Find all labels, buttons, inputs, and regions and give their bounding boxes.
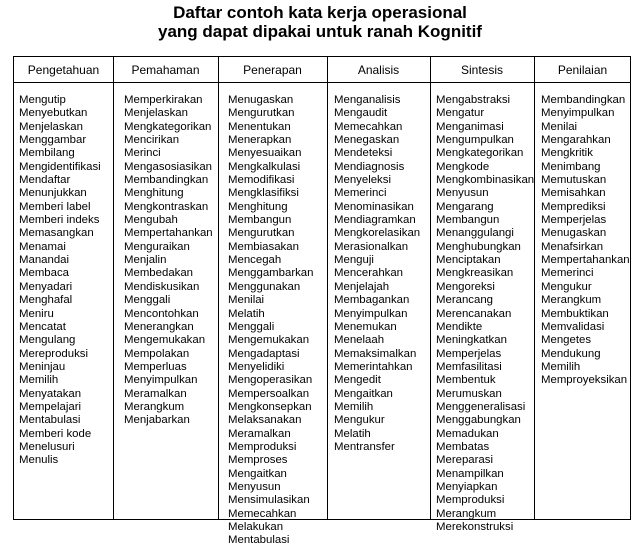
verb-item: Melatih <box>228 307 265 320</box>
verb-item: Mentabulasi <box>228 534 290 547</box>
verb-item: Membatas <box>436 440 490 453</box>
verb-item: Mentransfer <box>334 440 395 453</box>
verb-item: Menyebutkan <box>19 107 88 120</box>
column-analisis-list <box>334 94 420 454</box>
verb-item: Mengkategorikan <box>124 120 212 133</box>
verb-item: Menggali <box>124 294 171 307</box>
verb-item: Mendaftar <box>19 174 71 187</box>
verb-item: Menganalisis <box>334 94 401 106</box>
verb-item: Mengoperasikan <box>228 374 313 387</box>
verb-table <box>13 56 631 547</box>
verb-item: Memberi indeks <box>19 214 100 227</box>
verb-item: Mengarahkan <box>541 134 611 147</box>
verb-item: Memperkirakan <box>124 94 203 106</box>
verb-item: Meningkatkan <box>436 334 507 347</box>
column-pengetahuan-list <box>19 94 101 468</box>
verb-item: Merumuskan <box>436 387 502 400</box>
verb-item: Menggali <box>228 320 275 333</box>
verb-item: Menyiapkan <box>436 480 498 493</box>
verb-item: Mengkorelasikan <box>334 227 421 240</box>
verb-item: Memerinci <box>334 187 387 200</box>
verb-item: Membandingkan <box>124 174 209 187</box>
verb-item: Mengasosiasikan <box>124 160 213 173</box>
verb-item: Memproses <box>228 454 288 467</box>
verb-item: Memproduksi <box>228 440 297 453</box>
verb-item: Merinci <box>124 147 161 160</box>
verb-item: Mensimulasikan <box>228 494 310 507</box>
verb-item: Membangun <box>228 214 292 227</box>
verb-item: Menjabarkan <box>124 414 190 427</box>
verb-item: Mengkategorikan <box>436 147 524 160</box>
verb-item: Mengulang <box>19 334 76 347</box>
verb-item: Mendukung <box>541 347 601 360</box>
verb-item: Mempelajari <box>19 400 82 413</box>
verb-item: Menguji <box>334 254 374 267</box>
verb-item: Mempertahankan <box>124 227 213 240</box>
verb-item: Mengklasifiksi <box>228 187 299 200</box>
verb-item: Merancang <box>436 294 493 307</box>
verb-item: Mengaitkan <box>228 467 287 480</box>
verb-item: Mengetes <box>541 334 592 347</box>
verb-item: Menggeneralisasi <box>436 400 526 413</box>
verb-item: Mencontohkan <box>124 307 199 320</box>
column-divider <box>430 57 431 519</box>
verb-item: Membilang <box>19 147 75 160</box>
header-penilaian: Penilaian <box>557 63 608 77</box>
verb-item: Memecahkan <box>334 120 403 133</box>
document-title-line1: Daftar contoh kata kerja operasional <box>173 3 467 22</box>
verb-item: Memprediksi <box>541 200 606 213</box>
column-penilaian-list <box>541 94 630 388</box>
verb-item: Merangkum <box>436 507 497 520</box>
verb-item: Menilai <box>541 120 578 133</box>
verb-item: Melatih <box>334 427 371 440</box>
column-divider <box>327 57 328 519</box>
verb-item: Mengkonsepkan <box>228 400 312 413</box>
verb-item: Meniru <box>19 307 54 320</box>
verb-item: Menugaskan <box>541 227 607 240</box>
verb-item: Mencegah <box>228 254 282 267</box>
verb-item: Memproduksi <box>436 494 505 507</box>
verb-item: Menyeleksi <box>334 174 391 187</box>
verb-item: Mengurutkan <box>228 227 295 240</box>
verb-item: Mendiagramkan <box>334 214 416 227</box>
verb-item: Menganimasi <box>436 120 504 133</box>
verb-item: Mengubah <box>124 214 178 227</box>
verb-item: Menampilkan <box>436 467 504 480</box>
verb-item: Menyimpulkan <box>334 307 408 320</box>
verb-item: Melaksanakan <box>228 414 302 427</box>
verb-item: Menugaskan <box>228 94 294 106</box>
verb-item: Memutuskan <box>541 174 607 187</box>
verb-item: Meninjau <box>19 360 66 373</box>
verb-item: Manandai <box>19 254 70 267</box>
verb-item: Mengumpulkan <box>436 134 514 147</box>
verb-item: Menyusun <box>436 187 489 200</box>
verb-item: Mendiskusikan <box>124 280 200 293</box>
verb-item: Memerintahkan <box>334 360 413 373</box>
verb-item: Mempertahankan <box>541 254 630 267</box>
verb-item: Membandingkan <box>541 94 626 106</box>
verb-item: Membaca <box>19 267 70 280</box>
column-sintesis-list <box>436 94 534 534</box>
document-title-line2: yang dapat dipakai untuk ranah Kognitif <box>158 22 482 41</box>
verb-item: Menelusuri <box>19 440 75 453</box>
verb-item: Memvalidasi <box>541 320 605 333</box>
verb-item: Menghitung <box>124 187 184 200</box>
verb-item: Memperjelas <box>436 347 502 360</box>
verb-item: Memfasilitasi <box>436 360 502 373</box>
verb-item: Mencirikan <box>124 134 180 147</box>
verb-item: Menunjukkan <box>19 187 87 200</box>
verb-item: Mendikte <box>436 320 483 333</box>
verb-item: Merasionalkan <box>334 240 409 253</box>
verb-item: Menyusun <box>228 480 281 493</box>
verb-item: Mempolakan <box>124 347 190 360</box>
verb-item: Merencanakan <box>436 307 512 320</box>
verb-item: Mendiagnosis <box>334 160 405 173</box>
header-sintesis: Sintesis <box>460 63 504 77</box>
verb-item: Menulis <box>19 454 59 467</box>
verb-item: Meramalkan <box>124 387 187 400</box>
verb-item: Mengemukakan <box>124 334 206 347</box>
header-penerapan: Penerapan <box>243 63 302 77</box>
verb-item: Mengkritik <box>541 147 593 160</box>
verb-item: Menemukan <box>334 320 397 333</box>
verb-item: Menggabungkan <box>436 414 521 427</box>
verb-item: Membiasakan <box>228 240 299 253</box>
verb-item: Memberi kode <box>19 427 92 440</box>
verb-item: Mempersoalkan <box>228 387 310 400</box>
verb-item: Mengarang <box>436 200 494 213</box>
verb-item: Mengutip <box>19 94 66 106</box>
column-divider <box>534 57 535 519</box>
column-pemahaman-list <box>124 94 213 428</box>
verb-item: Menyimpulkan <box>124 374 198 387</box>
verb-item: Menamai <box>19 240 66 253</box>
verb-item: Mengabstraksi <box>436 94 511 106</box>
verb-item: Mereparasi <box>436 454 493 467</box>
verb-item: Menyesuaikan <box>228 147 302 160</box>
verb-item: Menjelaskan <box>19 120 83 133</box>
verb-item: Membangun <box>436 214 500 227</box>
verb-item: Mengkode <box>436 160 490 173</box>
verb-item: Memasangkan <box>19 227 94 240</box>
verb-item: Menelaah <box>334 334 385 347</box>
verb-item: Memodifikasi <box>228 174 295 187</box>
verb-item: Memilih <box>334 400 374 413</box>
verb-item: Menjelaskan <box>124 107 188 120</box>
verb-item: Menggambarkan <box>228 267 314 280</box>
verb-item: Menominasikan <box>334 200 414 213</box>
verb-item: Mengkontraskan <box>124 200 209 213</box>
verb-item: Menegaskan <box>334 134 400 147</box>
verb-item: Membedakan <box>124 267 194 280</box>
verb-item: Memecahkan <box>228 507 297 520</box>
verb-item: Merangkum <box>124 400 185 413</box>
verb-item: Mencatat <box>19 320 66 333</box>
verb-item: Mengukur <box>541 280 592 293</box>
verb-item: Membuktikan <box>541 307 609 320</box>
verb-item: Menimbang <box>541 160 601 173</box>
verb-item: Mengadaptasi <box>228 347 300 360</box>
verb-item: Menghafal <box>19 294 73 307</box>
header-pemahaman: Pemahaman <box>131 63 200 77</box>
column-penerapan-list <box>228 94 313 548</box>
verb-item: Menentukan <box>228 120 291 133</box>
verb-item: Menggunakan <box>228 280 301 293</box>
verb-item: Mengukur <box>334 414 385 427</box>
verb-item: Mereproduksi <box>19 347 89 360</box>
verb-item: Memaksimalkan <box>334 347 417 360</box>
header-pengetahuan: Pengetahuan <box>27 63 100 77</box>
verb-item: Memproyeksikan <box>541 374 628 387</box>
verb-item: Mengkalkulasi <box>228 160 301 173</box>
verb-item: Memerinci <box>541 267 594 280</box>
verb-item: Menciptakan <box>436 254 501 267</box>
verb-item: Mengkreasikan <box>436 267 514 280</box>
verb-item: Memberi label <box>19 200 91 213</box>
header-analisis: Analisis <box>357 63 400 77</box>
column-divider <box>113 57 114 519</box>
verb-item: Menghitung <box>228 200 288 213</box>
verb-item: Membagankan <box>334 294 410 307</box>
verb-item: Membentuk <box>436 374 496 387</box>
verb-item: Menggambar <box>19 134 87 147</box>
verb-item: Mentabulasi <box>19 414 81 427</box>
verb-item: Mengaudit <box>334 107 388 120</box>
verb-item: Menyatakan <box>19 387 82 400</box>
verb-item: Mencerahkan <box>334 267 404 280</box>
verb-item: Menanggulangi <box>436 227 514 240</box>
verb-item: Melakukan <box>228 521 284 533</box>
verb-item: Meramalkan <box>228 427 291 440</box>
verb-item: Mengurutkan <box>228 107 295 120</box>
verb-item: Menyelidiki <box>228 360 285 373</box>
verb-item: Memperjelas <box>541 214 607 227</box>
verb-item: Menghubungkan <box>436 240 521 253</box>
verb-item: Menafsirkan <box>541 240 604 253</box>
verb-item: Mengkombinasikan <box>436 174 535 187</box>
verb-item: Mengoreksi <box>436 280 495 293</box>
verb-item: Menerapkan <box>228 134 292 147</box>
verb-item: Memilih <box>19 374 59 387</box>
verb-item: Mengemukakan <box>228 334 310 347</box>
verb-item: Menerangkan <box>124 320 194 333</box>
verb-item: Menjelajah <box>334 280 390 293</box>
verb-item: Menguraikan <box>124 240 190 253</box>
verb-item: Mengedit <box>334 374 381 387</box>
column-divider <box>218 57 219 519</box>
verb-item: Merangkum <box>541 294 602 307</box>
verb-item: Menjalin <box>124 254 167 267</box>
verb-item: Mengaitkan <box>334 387 393 400</box>
verb-item: Menyimpulkan <box>541 107 615 120</box>
verb-item: Menyadari <box>19 280 73 293</box>
verb-item: Merekonstruksi <box>436 521 514 533</box>
verb-item: Mengidentifikasi <box>19 160 101 173</box>
verb-item: Menilai <box>228 294 265 307</box>
verb-item: Mengatur <box>436 107 485 120</box>
verb-item: Memperluas <box>124 360 187 373</box>
verb-item: Memilih <box>541 360 581 373</box>
verb-item: Memadukan <box>436 427 499 440</box>
verb-item: Mendeteksi <box>334 147 393 160</box>
verb-item: Memisahkan <box>541 187 606 200</box>
